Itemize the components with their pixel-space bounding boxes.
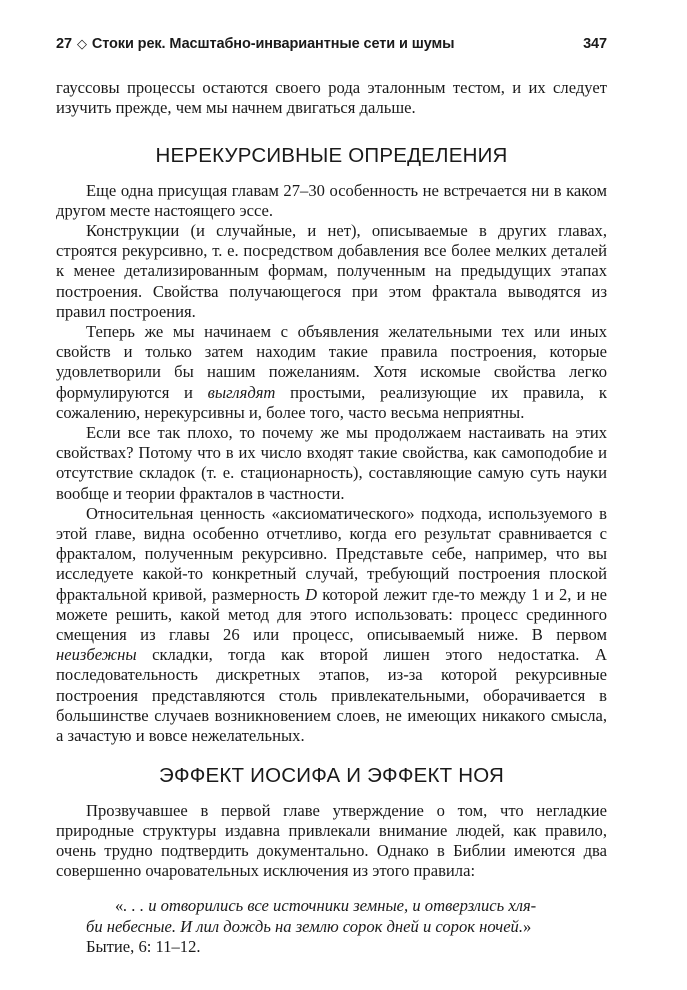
text-run: Относительная ценность «аксиоматического» подхода, используемого в этой главе, видна особенно отчетливо, когда его результат сравнивается с фракталом, полученным рекурсивно. Представьте себе, например, что вы исследуете какой-то конкретный случай, требующий построения плоской фрактальной кривой, размерность (56, 503, 607, 604)
quote-line (86, 896, 607, 916)
paragraph: Прозвучавшее в первой главе утверждение о том, что негладкие природные структуры издавна привлекали внимание людей, как правило, очень трудно подтвердить документально. Однако в Библии имеются два совершенно очаровательных исключения из этого правила: (56, 800, 607, 881)
quote-source: Бытие, 6: 11–12. (86, 936, 201, 956)
section-heading-nonrecursive: НЕРЕКУРСИВНЫЕ ОПРЕДЕЛЕНИЯ (155, 144, 508, 168)
quote-close: » (523, 916, 532, 936)
diamond-outline-icon: ◇ (76, 36, 87, 51)
section-heading-joseph-noah: ЭФФЕКТ ИОСИФА И ЭФФЕКТ НОЯ (159, 764, 504, 788)
text-run: Теперь же мы начинаем с объявления желательными тех или иных свойств и только затем находим такие правила построения, которые удовлетворили бы нашим пожеланиям. Хотя искомые свойства легко формулируются и (56, 322, 607, 402)
chapter-title: Стоки рек. Масштабно-инвариантные сети и шумы (91, 36, 455, 52)
bible-quote (56, 896, 607, 936)
paragraph (56, 504, 607, 746)
text-run: простыми, реализующие их правила, к сожалению, нерекурсивны и, более того, часто весьма неприятны. (56, 382, 607, 422)
paragraph (56, 322, 607, 423)
chapter-number: 27 (56, 36, 72, 52)
paragraph: Еще одна присущая главам 27–30 особенность не встречается ни в каком другом месте настоящего эссе. (56, 180, 607, 220)
math-symbol-d: D (305, 584, 318, 604)
running-header-left (56, 36, 454, 52)
quote-open: « (115, 896, 124, 916)
quote-text: . . . и отворились все источники земные, и отверзлись хля- (123, 896, 537, 916)
page-number: 347 (583, 36, 607, 52)
text-run: складки, тогда как второй лишен этого недостатка. А последовательность дискретных этапов, из-за которой рекурсивные построения представляются столь привлекательными, оборачивается в большинстве случаев возникновением слоев, не имеющих никакого смысла, а зачастую и вовсе нежелательных. (56, 645, 607, 746)
quote-line (86, 917, 607, 937)
body-text (56, 78, 607, 957)
text-run: которой лежит где-то между 1 и 2, и не можете решить, какой метод для этого использовать: процесс срединного смещения из главы 26 или процесс, описываемый ниже. В первом (56, 584, 608, 645)
quote-text: би небесные. И лил дождь на землю сорок дней и сорок ночей. (86, 916, 524, 936)
emphasis-text: неизбежны (56, 645, 137, 665)
paragraph: Если все так плохо, то почему же мы продолжаем настаивать на этих свойствах? Потому что в их число входят такие свойства, как самоподобие и отсутствие складок (т. е. стационарность), составляющие самую суть науки вообще и теории фракталов в частности. (56, 423, 607, 503)
running-header (56, 36, 607, 52)
intro-paragraph: гауссовы процессы остаются своего рода эталонным тестом, и их следует изучить прежде, чем мы начнем двигаться дальше. (56, 78, 607, 118)
emphasis-text: выглядят (207, 382, 276, 402)
paragraph: Конструкции (и случайные, и нет), описываемые в других главах, строятся рекурсивно, т. е. посредством добавления все более мелких деталей к менее детализированным формам, полученным на предыдущих этапах построения. Свойства получающегося при этом фрактала выводятся из правил построения. (56, 221, 607, 321)
